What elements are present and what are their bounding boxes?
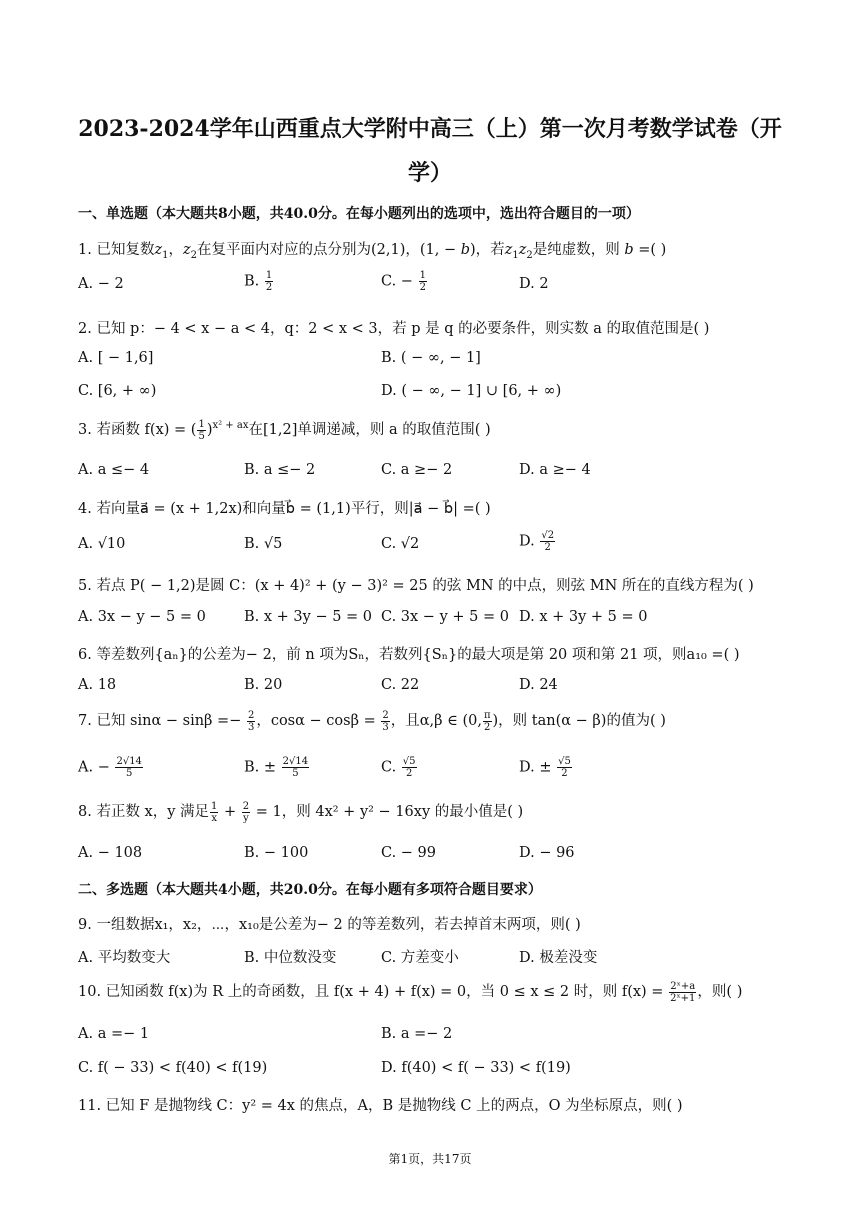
q10-option-d: D. f(40) < f( − 33) < f(19) [381, 1060, 571, 1076]
q4-option-b: B. √5 [244, 536, 283, 552]
q8-option-d: D. − 96 [519, 845, 575, 861]
q3-option-a: A. a ≤− 4 [78, 462, 150, 478]
q6-option-b: B. 20 [244, 677, 283, 693]
question-5: 5. 若点 P( − 1,2)是圆 C：(x + 4)² + (y − 3)² = 25 的弦 MN 的中点，则弦 MN 所在的直线方程为( ) [78, 578, 754, 594]
q7-option-c: C. $\frac{√5}{2}$ [381, 756, 416, 779]
q5-option-b: B. x + 3y − 5 = 0 [244, 609, 373, 625]
q4-option-a: A. √10 [78, 536, 126, 552]
question-2: 2. 已知 p：− 4 < x − a < 4，q：2 < x < 3，若 p 是 q 的必要条件，则实数 a 的取值范围是( ) [78, 321, 710, 337]
q3-option-d: D. a ≥− 4 [519, 462, 591, 478]
page-footer: 第1页，共17页 [388, 1152, 472, 1166]
q7-option-d: D. ± $\frac{√5}{2}$ [519, 756, 571, 779]
q4-option-c: C. √2 [381, 536, 420, 552]
q10-option-b: B. a =− 2 [381, 1026, 453, 1042]
q9-option-c: C. 方差变小 [381, 950, 459, 966]
q5-option-a: A. 3x − y − 5 = 0 [78, 609, 206, 625]
q1-option-b: B. $\frac{1}{2}$ [244, 270, 273, 293]
q1-option-a: A. − 2 [78, 276, 124, 292]
q1-option-c: C. − $\frac{1}{2}$ [381, 270, 426, 293]
q9-option-b: B. 中位数没变 [244, 950, 337, 966]
question-8: 8. 若正数 x，y 满足 $\frac{1}{x}$ + $\frac{2}{y}$ = 1，则 4x² + y² − 16xy 的最小值是( ) [78, 800, 524, 824]
question-3: 3. 若函数 f(x) = ( $\frac{1}{5}$ )$^{x^2 + ax}$在[1,2]单调递减，则 a 的取值范围( ) [78, 418, 491, 442]
question-11: 11. 已知 F 是抛物线 C：y² = 4x 的焦点，A，B 是抛物线 C 上的两点，O 为坐标原点，则( ) [78, 1098, 683, 1114]
q2-option-d: D. ( − ∞, − 1] ∪ [6, + ∞) [381, 383, 562, 399]
q9-option-d: D. 极差没变 [519, 950, 598, 966]
question-7: 7. 已知 sinα − sinβ =− $\frac{2}{3}$ ，cosα − cosβ = $\frac{2}{3}$ ，且α,β ∈ (0, $\frac{\pi}{2}$ )，则 tan(α − β)的值为( ) [78, 709, 666, 733]
section-single-choice: 一、单选题（本大题共8小题，共40.0分。在每小题列出的选项中，选出符合题目的一项） [78, 206, 640, 222]
q8-option-b: B. − 100 [244, 845, 309, 861]
question-1: 1. 已知复数$z_1$，$z_2$在复平面内对应的点分别为(2,1)，(1, − b)，若$z_1z_2$是纯虚数，则 b =( ) [78, 242, 667, 261]
section-multiple-choice: 二、多选题（本大题共4小题，共20.0分。在每小题有多项符合题目要求） [78, 882, 542, 898]
q4-option-d: D. $\frac{√2}{2}$ [519, 530, 555, 553]
question-6: 6. 等差数列{aₙ}的公差为− 2，前 n 项为Sₙ，若数列{Sₙ}的最大项是第 20 项和第 21 项，则a₁₀ =( ) [78, 647, 740, 663]
q6-option-c: C. 22 [381, 677, 420, 693]
q8-option-a: A. − 108 [78, 845, 143, 861]
q10-option-a: A. a =− 1 [78, 1026, 150, 1042]
q3-option-b: B. a ≤− 2 [244, 462, 316, 478]
q7-option-b: B. ± $\frac{2√14}{5}$ [244, 756, 309, 779]
q2-option-a: A. [ − 1,6] [78, 350, 154, 366]
q8-option-c: C. − 99 [381, 845, 437, 861]
exam-title-continued: 学） [407, 160, 452, 186]
q6-option-d: D. 24 [519, 677, 558, 693]
q2-option-c: C. [6, + ∞) [78, 383, 157, 399]
q10-option-c: C. f( − 33) < f(40) < f(19) [78, 1060, 268, 1076]
q7-option-a: A. − $\frac{2√14}{5}$ [78, 756, 142, 779]
exam-title: 2023-2024学年山西重点大学附中高三（上）第一次月考数学试卷（开 [78, 116, 782, 142]
q3-option-c: C. a ≥− 2 [381, 462, 453, 478]
q1-option-d: D. 2 [519, 276, 549, 292]
question-9: 9. 一组数据x₁，x₂，⋯，x₁₀是公差为− 2 的等差数列，若去掉首末两项，则( ) [78, 917, 581, 933]
q2-option-b: B. ( − ∞, − 1] [381, 350, 481, 366]
q5-option-d: D. x + 3y + 5 = 0 [519, 609, 648, 625]
question-4: 4. 若向量a⃗ = (x + 1,2x)和向量b⃗ = (1,1)平行，则|a⃗ − b⃗| =( ) [78, 501, 491, 517]
q5-option-c: C. 3x − y + 5 = 0 [381, 609, 509, 625]
q6-option-a: A. 18 [78, 677, 117, 693]
question-10: 10. 已知函数 f(x)为 R 上的奇函数，且 f(x + 4) + f(x) = 0，当 0 ≤ x ≤ 2 时，则 f(x) = $\frac{\text{2ˣ+a}}{\text{2ˣ+1}}$ ，则( ) [78, 980, 743, 1004]
q9-option-a: A. 平均数变大 [78, 950, 171, 966]
